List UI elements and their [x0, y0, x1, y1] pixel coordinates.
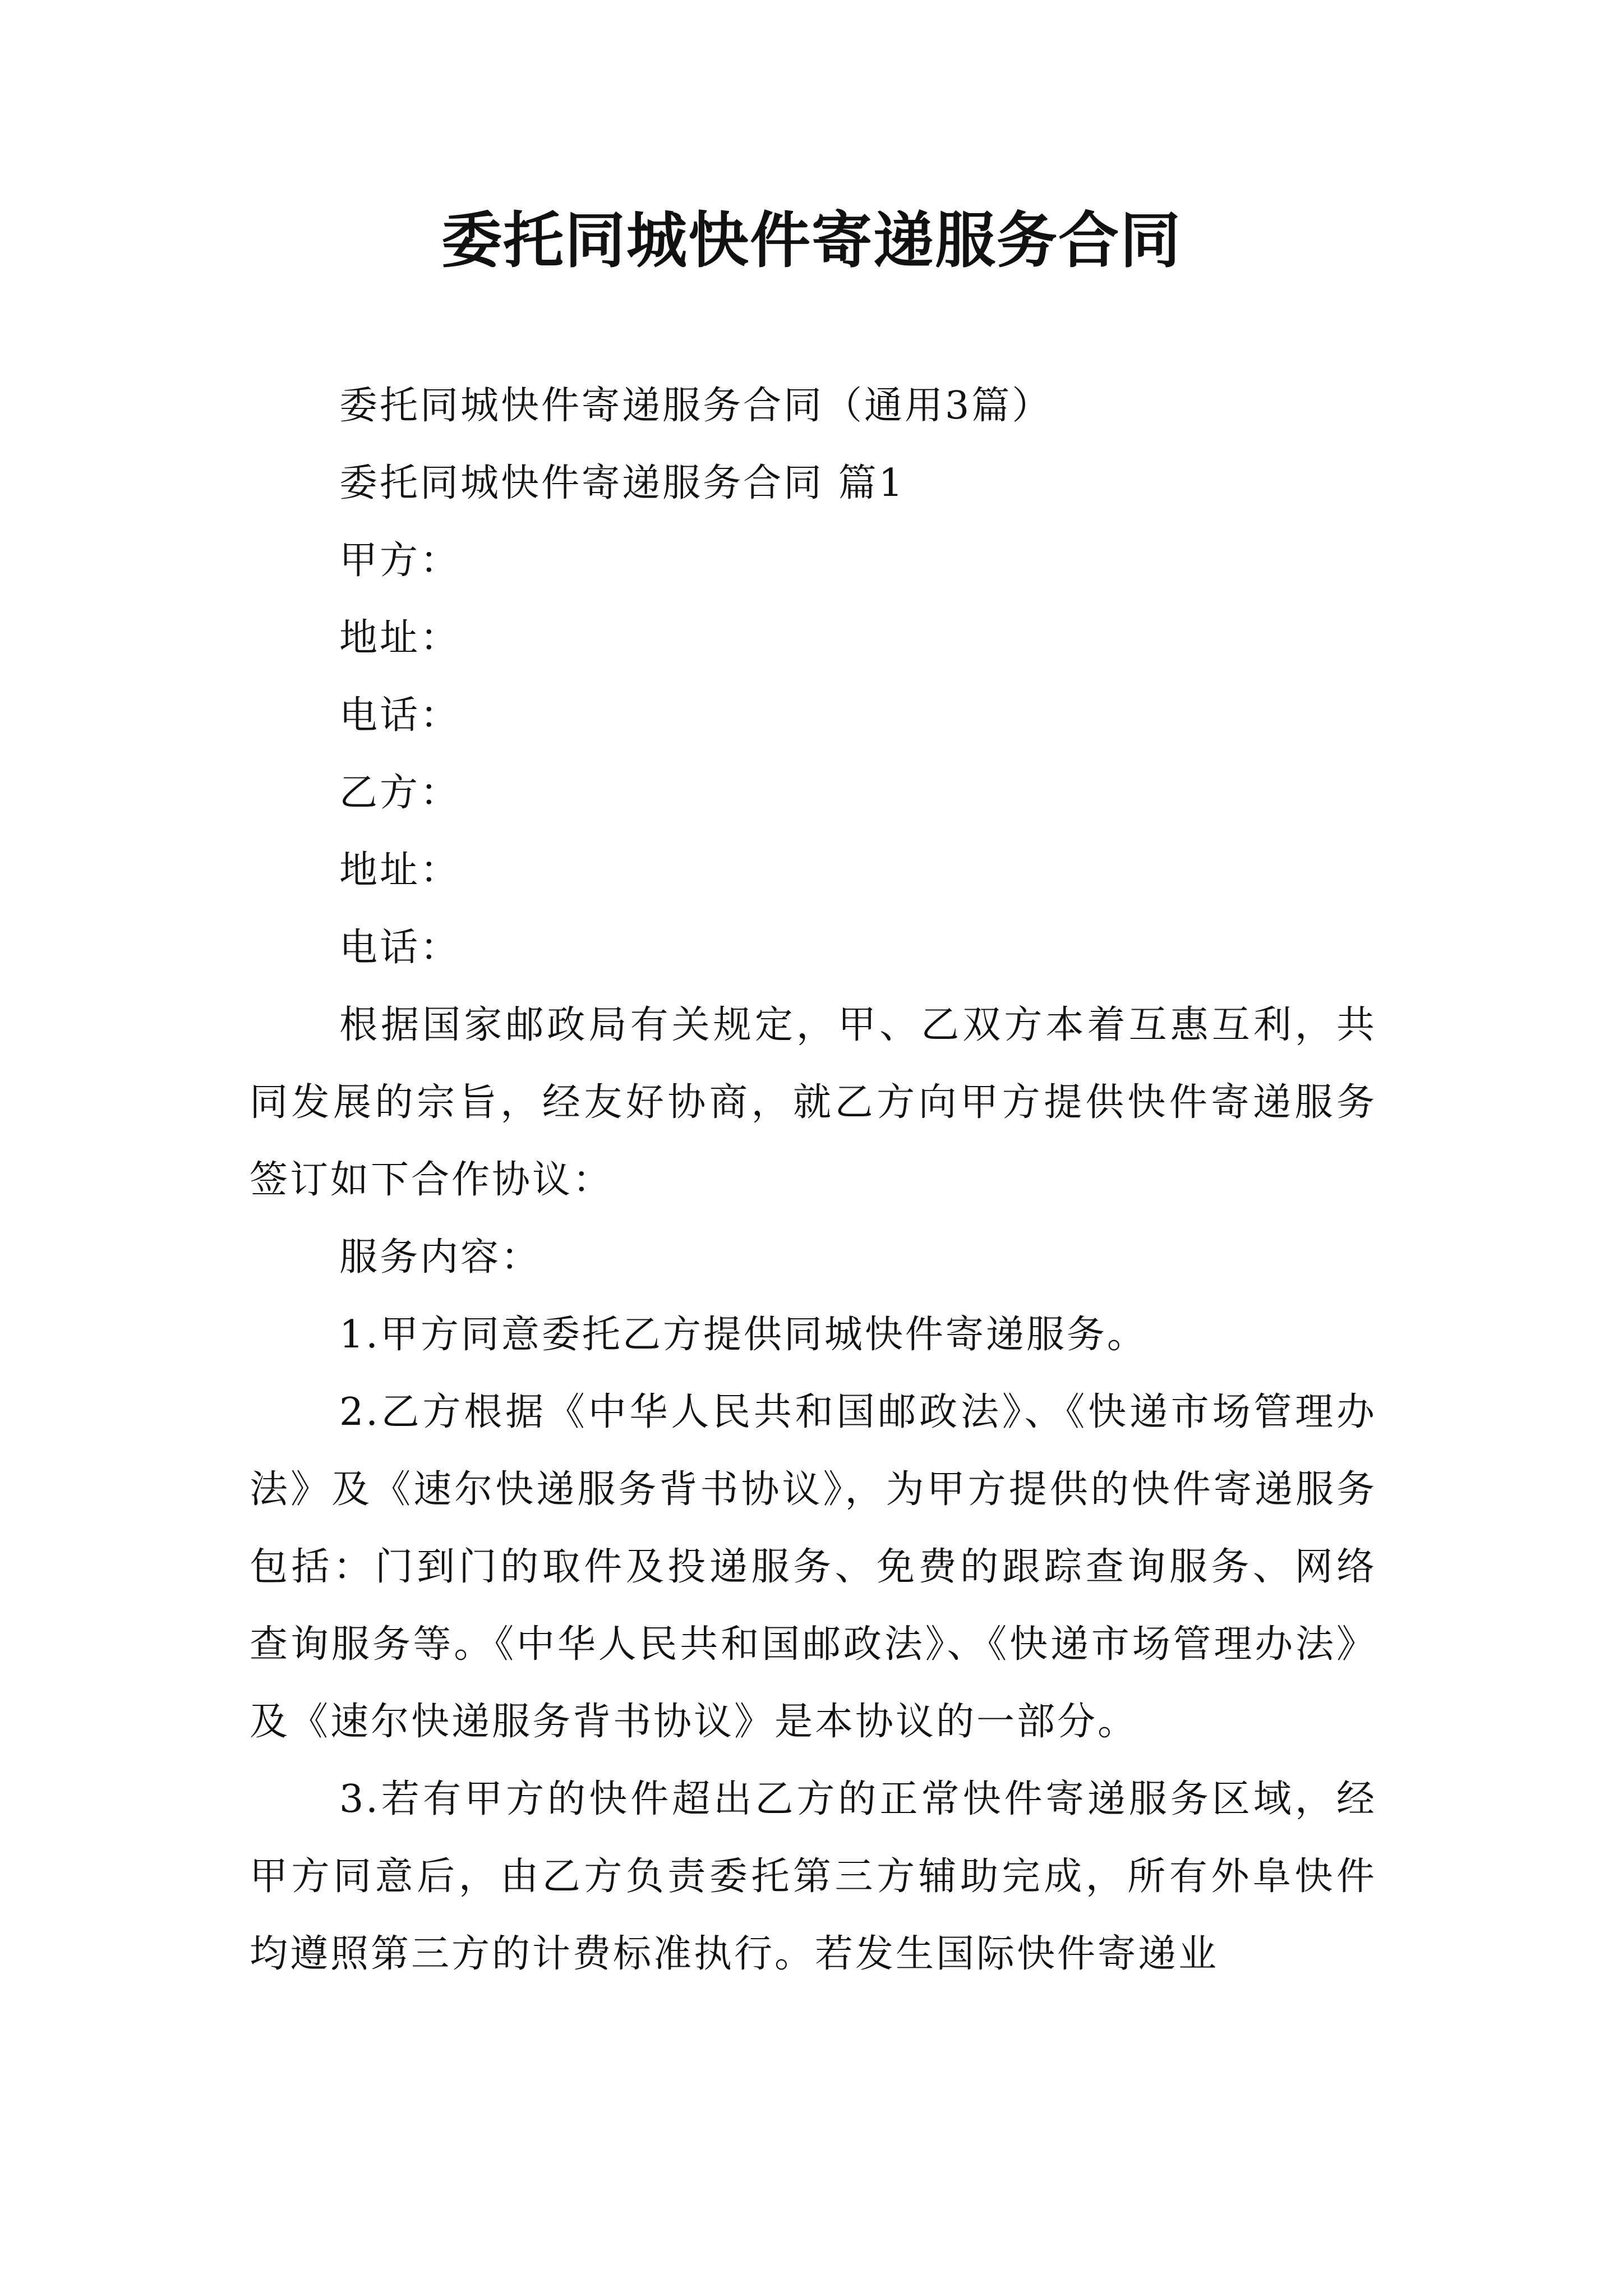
clause-1: 1.甲方同意委托乙方提供同城快件寄递服务。 — [339, 1313, 1147, 1357]
party-b-phone-label: 电话： — [339, 926, 461, 970]
party-a-address-label: 地址： — [339, 616, 461, 660]
paragraph-service-content-heading: 服务内容： — [339, 1235, 542, 1280]
party-a-phone-label: 电话： — [339, 693, 461, 738]
paragraph-heading-part1: 委托同城快件寄递服务合同 篇1 — [339, 461, 905, 505]
document-title: 委托同城快件寄递服务合同 — [441, 206, 1182, 276]
paragraph-preamble: 根据国家邮政局有关规定，甲、乙双方本着互惠互利，共同发展的宗旨，经友好协商，就乙方向甲方提供快件寄递服务签订如下合作协议： — [250, 1003, 1377, 1202]
party-a-label: 甲方： — [339, 539, 461, 583]
clause-2: 2.乙方根据《中华人民共和国邮政法》、《快递市场管理办法》及《速尔快递服务背书协议》，为甲方提供的快件寄递服务包括：门到门的取件及投递服务、免费的跟踪查询服务、网络查询服务等。《中华人民共和国邮政法》、《快递市场管理办法》及《速尔快递服务背书协议》是本协议的一部分。 — [250, 1390, 1377, 1744]
party-b-label: 乙方： — [339, 771, 461, 815]
party-b-address-label: 地址： — [339, 848, 461, 892]
clause-3: 3.若有甲方的快件超出乙方的正常快件寄递服务区域，经甲方同意后，由乙方负责委托第三方辅助完成，所有外阜快件均遵照第三方的计费标准执行。若发生国际快件寄递业 — [250, 1777, 1377, 1976]
paragraph-heading-collection: 委托同城快件寄递服务合同（通用3篇） — [339, 384, 1053, 428]
document-body — [250, 367, 1377, 1993]
